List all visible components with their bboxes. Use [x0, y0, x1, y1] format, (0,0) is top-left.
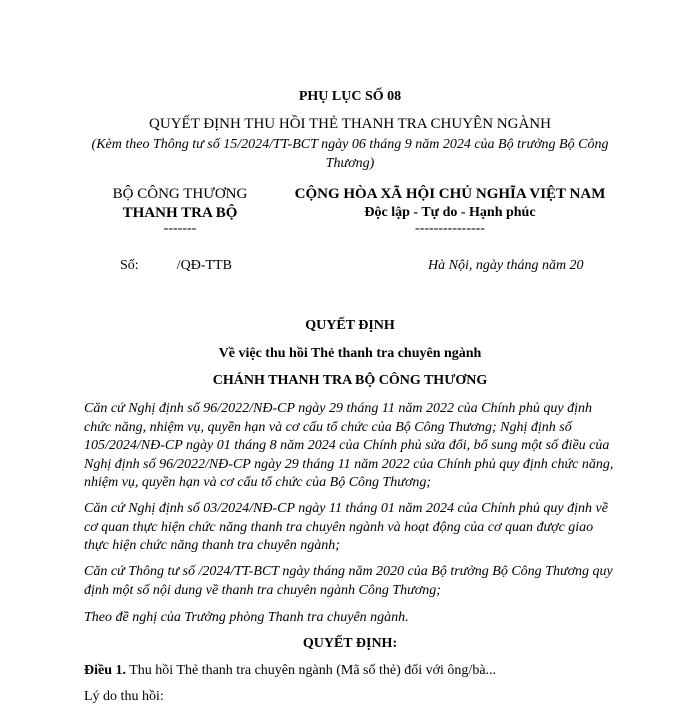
form-title: QUYẾT ĐỊNH THU HỒI THẺ THANH TRA CHUYÊN NGÀNH [149, 116, 551, 132]
issuer-title: CHÁNH THANH TRA BỘ CÔNG THƯƠNG [212, 373, 488, 388]
number-label: Số: [120, 258, 139, 273]
article-1-label: Điều 1. [84, 663, 126, 678]
right-divider: --------------- [415, 221, 485, 236]
department-name: THANH TRA BỘ [122, 205, 238, 221]
document-number [120, 258, 232, 274]
proposal-line: Theo đề nghị của Trưởng phòng Thanh tra chuyên ngành. [84, 610, 409, 625]
decides-heading: QUYẾT ĐỊNH: [302, 636, 398, 651]
national-motto: Độc lập - Tự do - Hạnh phúc [364, 205, 536, 220]
legal-basis-1: Căn cứ Nghị định số 96/2022/NĐ-CP ngày 29 tháng 11 năm 2022 của Chính phủ quy định chức năng, nhiệm vụ, quyền hạn và cơ cấu tổ chức của Bộ Công Thương; Nghị định số 105/2024/NĐ-CP ngày 01 tháng 8 năm 2024 của Chính phủ sửa đổi, bổ sung một số điều của Nghị định số 96/2022/NĐ-CP ngày 29 tháng 11 năm 2022 của Chính phủ quy định chức năng, nhiệm vụ, quyền hạn và cơ cấu tổ chức của Bộ Công Thương; [84, 401, 614, 490]
left-divider: ------- [163, 221, 197, 236]
agency-name: BỘ CÔNG THƯƠNG [112, 186, 248, 202]
appendix-title: PHỤ LỤC SỐ 08 [298, 89, 402, 104]
number-suffix: /QĐ-TTB [176, 258, 232, 273]
country-name: CỘNG HÒA XÃ HỘI CHỦ NGHĨA VIỆT NAM [294, 186, 606, 202]
legal-basis-3: Căn cứ Thông tư số /2024/TT-BCT ngày tháng năm 2020 của Bộ trưởng Bộ Công Thương quy định một số nội dung về thanh tra chuyên ngành Công Thương; [84, 564, 613, 598]
decision-heading: QUYẾT ĐỊNH [305, 318, 395, 333]
legal-basis-2: Căn cứ Nghị định số 03/2024/NĐ-CP ngày 11 tháng 01 năm 2024 của Chính phủ quy định về cơ quan thực hiện chức năng thanh tra chuyên ngành và hoạt động của cơ quan được giao thực hiện chức năng thanh tra chuyên ngành; [84, 501, 608, 553]
place-date: Hà Nội, ngày tháng năm 20 [428, 258, 584, 273]
article-1-text: Thu hồi Thẻ thanh tra chuyên ngành (Mã số thẻ) đối với ông/bà... [129, 663, 497, 678]
reason-line: Lý do thu hồi: [84, 689, 164, 704]
decision-subject: Về việc thu hồi Thẻ thanh tra chuyên ngành [218, 346, 482, 361]
form-subtitle: (Kèm theo Thông tư số 15/2024/TT-BCT ngày 06 tháng 9 năm 2024 của Bộ trưởng Bộ Công Thương) [91, 137, 609, 171]
article-1 [84, 663, 496, 679]
